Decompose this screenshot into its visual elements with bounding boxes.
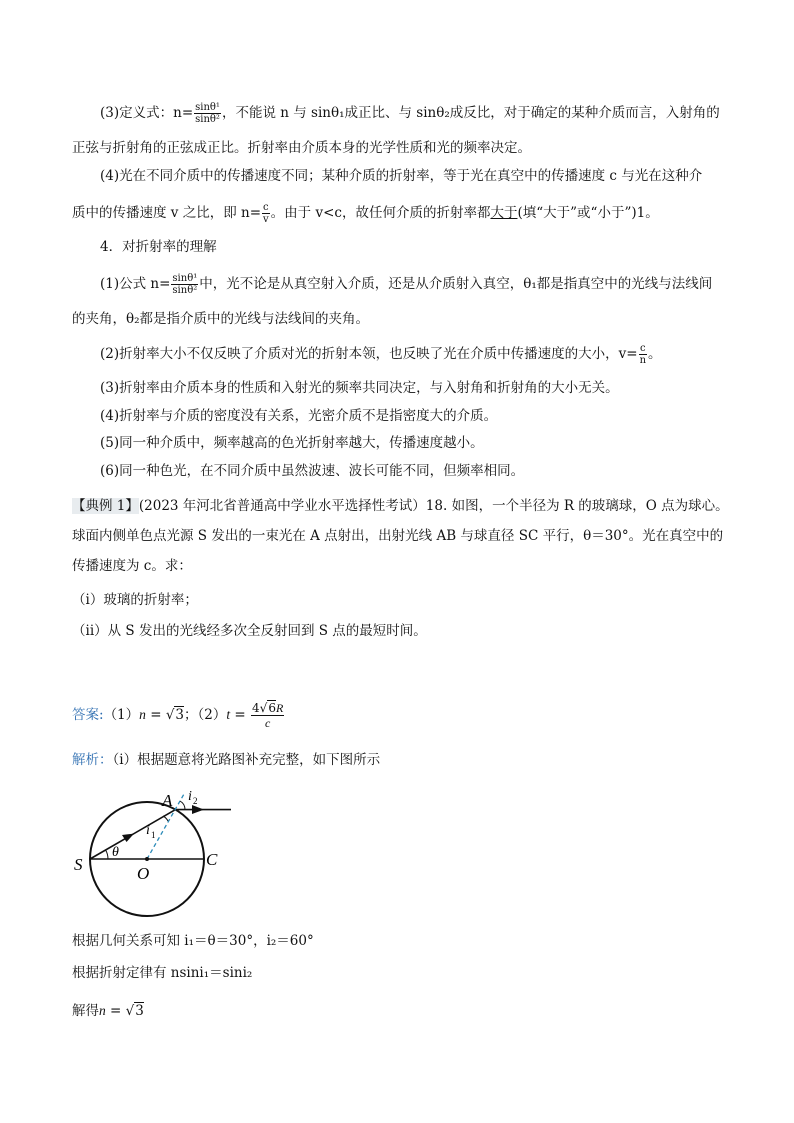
math-var: R [275,701,284,715]
i1-arc [163,816,168,821]
example-question-2: （ii）从 S 发出的光线经多次全反射回到 S 点的最短时间。 [72,623,427,639]
fraction-numerator: c [263,202,269,213]
understanding-3: (3)折射率由介质本身的性质和入射光的频率共同决定，与入射角和折射角的大小无关。 [100,380,619,396]
refraction-law-line: 根据折射定律有 nsini₁＝sini₂ [72,965,253,981]
radicand: 6 [268,701,276,715]
example-line-1 [72,496,732,516]
text: 。 [648,346,662,362]
fraction [262,202,270,225]
radicand: 3 [135,1003,144,1019]
label-i1-sub: 1 [151,830,156,840]
example-question-1: （i）玻璃的折射率； [72,592,198,608]
fraction-denominator: sinθ² [172,285,198,296]
label-i2-sub: 2 [193,796,198,806]
example-tag: 【典例 1】 [72,498,139,514]
text: (3)定义式：n= [100,105,194,121]
math-var: n [139,707,146,722]
understanding-4: (4)折射率与介质的密度没有关系，光密介质不是指密度大的介质。 [100,408,498,424]
label-i1: i [146,823,150,838]
answer-line [72,700,732,730]
theta-arc [106,850,108,859]
label-o: O [137,864,150,883]
text: (1)公式 n= [100,276,171,292]
label-s: S [74,855,83,874]
math-var: t [226,707,231,722]
section-title: 4．对折射率的理解 [100,239,217,255]
sqrt-sign: √ [165,707,175,723]
text: (2023 年河北省普通高中学业水平选择性考试）18. 如图，一个半径为 R 的玻璃球，O 点为球心。 [138,498,729,514]
text: （1） [103,707,140,723]
exit-arrow-icon [192,805,204,814]
example-line-3: 传播速度为 c。求： [72,558,192,574]
text: 。由于 v<c，故任何介质的折射率都 [270,205,491,221]
label-i2: i [188,789,192,804]
fraction [194,102,221,125]
center-dot [145,857,149,861]
coef: 4 [252,701,260,715]
label-c: C [206,850,218,869]
math-op: = [105,1003,126,1019]
answer-fraction [251,701,284,730]
answer-label: 答案: [72,707,104,723]
fraction [639,343,647,366]
understanding-2 [100,343,732,366]
fraction-denominator: c [265,716,271,730]
text: 解得 [72,1003,99,1019]
text: (2)折射率大小不仅反映了介质对光的折射本领，也反映了光在介质中传播速度的大小，v= [100,346,638,362]
speed-line-1: (4)光在不同介质中的传播速度不同；某种介质的折射率，等于光在真空中的传播速度 c 与光在这种介 [100,168,703,184]
example-line-2: 球面内侧单色点光源 S 发出的一束光在 A 点射出，出射光线 AB 与球直径 SC 平行，θ＝30°。光在真空中的 [72,528,724,544]
understanding-1-line-1 [100,273,732,296]
understanding-6: (6)同一种色光，在不同介质中虽然波速、波长可能不同，但频率相同。 [100,463,525,479]
fill-in-answer: 大于 [490,205,518,221]
speed-line-2 [72,202,732,225]
i2-arc [180,801,185,810]
math-op: = [145,707,166,723]
radicand: 3 [175,707,185,723]
text: 中，光不论是从真空射入介质，还是从介质射入真空，θ₁都是指真空中的光线与法线间 [199,276,713,292]
fraction-numerator [251,701,284,716]
definition-line-2: 正弦与折射角的正弦成正比。折射率由介质本身的光学性质和光的频率决定。 [72,140,531,156]
fraction-numerator: sinθ¹ [195,102,220,113]
text: (填“大于”或“小于”)1。 [517,205,659,221]
understanding-1-line-2: 的夹角，θ₂都是指介质中的光线与法线间的夹角。 [72,311,370,327]
text: ；（2） [184,707,227,723]
optics-diagram [68,782,248,922]
fraction-denominator: sinθ² [195,114,220,125]
text: （i）根据题意将光路图补充完整，如下图所示 [112,752,381,768]
text: 质中的传播速度 v 之比，即 n= [72,205,262,221]
fraction-denominator: v [263,214,269,225]
math-var: n [99,1003,106,1018]
math-op: = [230,707,251,723]
geometry-line: 根据几何关系可知 i₁＝θ＝30°，i₂＝60° [72,933,314,949]
ray-arrow-icon [122,834,134,842]
fraction-numerator: sinθ¹ [172,273,198,284]
understanding-5: (5)同一种介质中，频率越高的色光折射率越大，传播速度越小。 [100,435,484,451]
sqrt-sign: √ [259,701,268,715]
solution-line [72,998,732,1024]
label-a: A [162,791,173,810]
fraction [171,273,198,296]
text: ，不能说 n 与 sinθ₁成正比、与 sinθ₂成反比，对于确定的某种介质而言，入射角的 [221,105,720,121]
fraction-denominator: n [639,355,647,366]
definition-line-1 [100,102,732,125]
label-theta: θ [112,845,119,860]
analysis-line [72,750,732,770]
fraction-numerator: c [639,343,646,354]
analysis-label: 解析： [72,752,113,768]
sqrt-sign: √ [125,1003,135,1019]
